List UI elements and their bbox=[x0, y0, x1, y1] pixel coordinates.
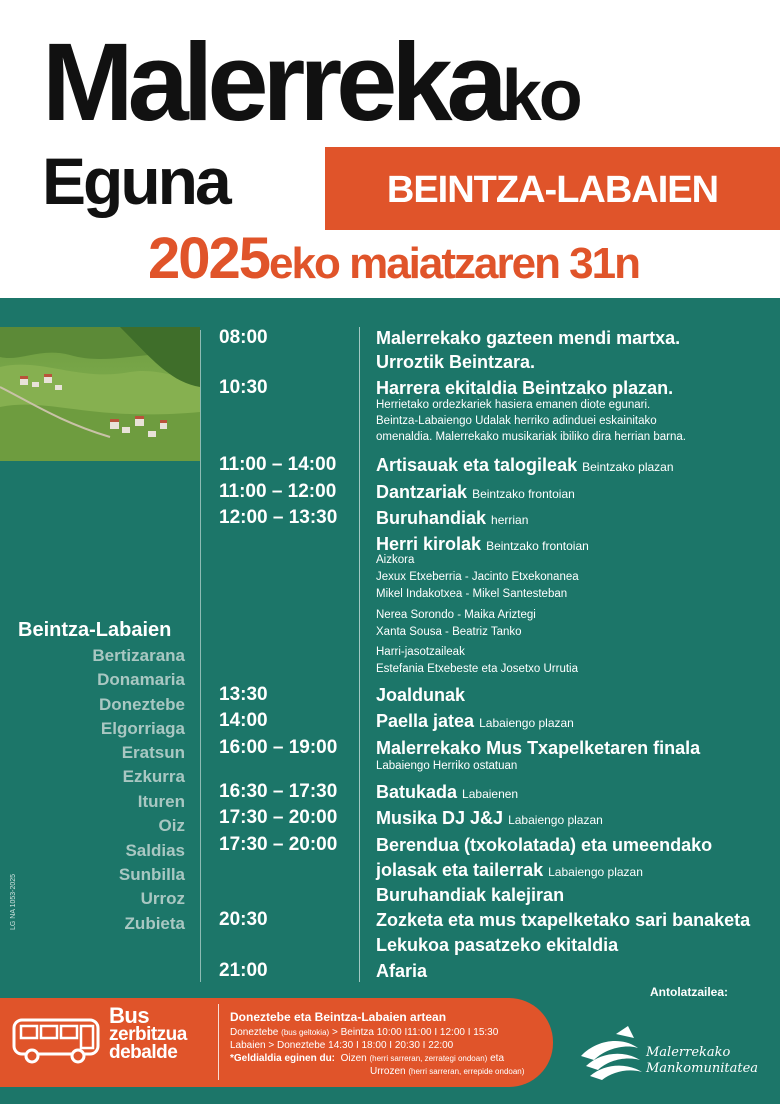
bus-line-4 bbox=[370, 1066, 524, 1077]
event-title-3: Artisauak eta talogileak bbox=[376, 455, 578, 475]
event-17 bbox=[376, 962, 427, 980]
time-15: 20:30 bbox=[219, 909, 268, 930]
time-11: 17:30 – 20:00 bbox=[219, 807, 338, 828]
bus-line-1-times: > Beintza 10:00 I11:00 I 12:00 I 15:30 bbox=[331, 1027, 499, 1038]
host-village-banner: BEINTZA-LABAIEN bbox=[325, 147, 780, 230]
title-suffix: ko bbox=[501, 56, 580, 136]
event-title-2: Harrera ekitaldia Beintzako plazan. bbox=[376, 378, 674, 398]
bus-divider bbox=[218, 1004, 219, 1080]
event-loc-11: Labaiengo plazan bbox=[508, 813, 603, 827]
bus-title-3: debalde bbox=[109, 1041, 178, 1063]
village-item: Donamaria bbox=[97, 670, 185, 689]
event-title-8: Paella jatea bbox=[376, 711, 475, 731]
event-0 bbox=[376, 329, 680, 347]
harrera-detail-3: omenaldia. Malerrekako musikariak ibiliko dira herrian barna. bbox=[376, 431, 687, 443]
harri-label: Harri-jasotzaileak bbox=[376, 646, 465, 658]
event-title-9: Malerrekako Mus Txapelketaren finala bbox=[376, 738, 701, 758]
village-item: Oiz bbox=[158, 816, 185, 835]
event-9 bbox=[376, 739, 700, 757]
bus-line-2: Labaien > Doneztebe 14:30 I 18:00 I 20:30 I 22:00 bbox=[230, 1040, 454, 1051]
time-17: 21:00 bbox=[219, 960, 268, 981]
event-10 bbox=[376, 783, 518, 801]
organizer-name-2: Mankomunitatea bbox=[646, 1060, 759, 1076]
village-item: Sunbilla bbox=[118, 865, 185, 884]
village-item: Ituren bbox=[137, 792, 185, 811]
time-12: 17:30 – 20:00 bbox=[219, 834, 338, 855]
event-loc-3: Beintzako plazan bbox=[582, 460, 674, 474]
village-item: Saldias bbox=[125, 841, 185, 860]
village-item: Bertizarana bbox=[92, 646, 185, 665]
village-item: Eratsun bbox=[121, 743, 185, 762]
time-3: 11:00 – 14:00 bbox=[219, 454, 337, 475]
event-loc-13: Labaiengo plazan bbox=[548, 865, 643, 879]
village-item: Elgorriaga bbox=[100, 719, 185, 738]
bus-stop-urroz: Urrozen bbox=[370, 1066, 406, 1077]
harrera-detail-2: Beintza-Labaiengo Udalak herriko adinduei eskainitako bbox=[376, 415, 657, 427]
event-4 bbox=[376, 483, 575, 501]
aizkora-pair-3: Nerea Sorondo - Maika Ariztegi bbox=[376, 609, 536, 621]
event-title-0: Malerrekako gazteen mendi martxa. bbox=[376, 328, 681, 348]
event-title-14: Buruhandiak kalejiran bbox=[376, 885, 565, 905]
bus-line-1-note: (bus geltokia) bbox=[281, 1028, 330, 1037]
aizkora-label: Aizkora bbox=[376, 554, 415, 566]
event-title-4: Dantzariak bbox=[376, 482, 468, 502]
bus-icon bbox=[12, 1018, 100, 1064]
event-loc-10: Labaienen bbox=[462, 787, 519, 801]
village-item: Urroz bbox=[140, 889, 185, 908]
event-loc-8: Labaiengo plazan bbox=[479, 716, 574, 730]
time-7: 13:30 bbox=[219, 684, 268, 705]
title-second-line: Eguna bbox=[42, 144, 229, 218]
time-9: 16:00 – 19:00 bbox=[219, 737, 338, 758]
event-loc-5: herrian bbox=[491, 513, 529, 527]
event-12 bbox=[376, 836, 712, 854]
village-item: Zubieta bbox=[124, 914, 185, 933]
bus-stop-oiz-note: (herri sarreran, zerrategi ondoan) bbox=[369, 1054, 488, 1063]
title-main-text: Malerreka bbox=[42, 21, 502, 144]
mus-location: Labaiengo Herriko ostatuan bbox=[376, 760, 518, 772]
time-4: 11:00 – 12:00 bbox=[219, 481, 337, 502]
event-7 bbox=[376, 686, 465, 704]
event-date bbox=[148, 226, 639, 291]
column-divider-left bbox=[200, 330, 201, 982]
time-0: 08:00 bbox=[219, 327, 268, 348]
header bbox=[0, 0, 780, 298]
event-title-15: Zozketa eta mus txapelketako sari banaketa bbox=[376, 910, 751, 930]
event-16 bbox=[376, 936, 618, 954]
organizer-label: Antolatzailea: bbox=[650, 985, 729, 999]
organizer-name-1: Malerrekako bbox=[646, 1045, 731, 1060]
event-8 bbox=[376, 712, 574, 730]
event-loc-4: Beintzako frontoian bbox=[472, 487, 575, 501]
event-13 bbox=[376, 861, 643, 879]
event-title bbox=[42, 21, 580, 144]
bus-route-heading: Doneztebe eta Beintza-Labaien artean bbox=[230, 1010, 447, 1024]
bus-line-3 bbox=[230, 1053, 504, 1064]
event-1 bbox=[376, 353, 535, 371]
aizkora-pair-1: Jexux Etxeberria - Jacinto Etxekonanea bbox=[376, 571, 579, 583]
bus-line-1 bbox=[230, 1027, 498, 1038]
date-rest: eko maiatzaren 31n bbox=[269, 239, 639, 288]
village-active: Beintza-Labaien bbox=[18, 619, 172, 641]
bus-title-1: Bus bbox=[109, 1003, 150, 1028]
event-title-6: Herri kirolak bbox=[376, 534, 482, 554]
aizkora-pair-2: Mikel Indakotxea - Mikel Santesteban bbox=[376, 588, 568, 600]
time-8: 14:00 bbox=[219, 710, 268, 731]
aizkora-pair-4: Xanta Sousa - Beatriz Tanko bbox=[376, 626, 522, 638]
village-photo bbox=[0, 327, 200, 461]
event-title-16: Lekukoa pasatzeko ekitaldia bbox=[376, 935, 619, 955]
event-5 bbox=[376, 509, 528, 527]
bus-stop-urroz-note: (herri sarreran, errepide ondoan) bbox=[408, 1067, 525, 1076]
event-title-1: Urroztik Beintzara. bbox=[376, 352, 536, 372]
time-5: 12:00 – 13:30 bbox=[219, 507, 338, 528]
column-divider-right bbox=[359, 327, 360, 982]
harri-pair-1: Estefania Etxebeste eta Josetxo Urrutia bbox=[376, 663, 578, 675]
village-item: Ezkurra bbox=[122, 767, 185, 786]
legal-deposit: LG NA 1053-2025 bbox=[10, 873, 17, 930]
time-10: 16:30 – 17:30 bbox=[219, 781, 338, 802]
event-11 bbox=[376, 809, 603, 827]
date-year: 2025 bbox=[148, 226, 270, 291]
event-title-7: Joaldunak bbox=[376, 685, 466, 705]
bus-line-1-origin: Doneztebe bbox=[230, 1027, 279, 1038]
time-2: 10:30 bbox=[219, 377, 268, 398]
event-6 bbox=[376, 535, 589, 553]
event-2 bbox=[376, 379, 673, 397]
event-loc-6: Beintzako frontoian bbox=[486, 539, 589, 553]
bus-title-2: zerbitzua bbox=[109, 1024, 187, 1046]
event-title-11: Musika DJ J&J bbox=[376, 808, 504, 828]
event-title-5: Buruhandiak bbox=[376, 508, 487, 528]
event-title-12: Berendua (txokolatada) eta umeendako bbox=[376, 835, 713, 855]
bus-stop-label: *Geldialdia eginen du: bbox=[230, 1053, 336, 1064]
event-title-10: Batukada bbox=[376, 782, 458, 802]
event-title-17: Afaria bbox=[376, 961, 428, 981]
event-15 bbox=[376, 911, 750, 929]
event-3 bbox=[376, 456, 674, 474]
bus-title bbox=[109, 1003, 187, 1063]
organizer-name bbox=[646, 1045, 758, 1076]
village-item: Doneztebe bbox=[99, 695, 185, 714]
bus-stop-and: eta bbox=[490, 1053, 505, 1064]
harrera-detail-1: Herrietako ordezkariek hasiera emanen diote egunari. bbox=[376, 399, 651, 411]
event-title-13: jolasak eta tailerrak bbox=[376, 860, 544, 880]
event-14 bbox=[376, 886, 564, 904]
bus-stop-oiz: Oizen bbox=[340, 1053, 367, 1064]
